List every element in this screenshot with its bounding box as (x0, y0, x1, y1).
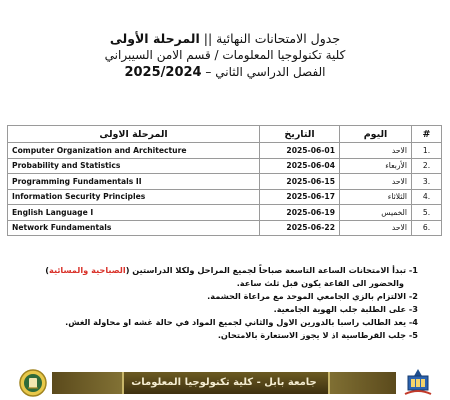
date-cell: 2025-06-01 (260, 143, 340, 159)
day-cell: الخميس (340, 205, 412, 221)
instruction-4: 4- يعد الطالب راسبا بالدورين الاول والثاني لجميع المواد في حالة غشه او محاولة الغش. (65, 317, 418, 327)
footer-university-name: جامعة بابل - كلية تكنولوجيا المعلومات (131, 377, 317, 388)
date-cell: 2025-06-19 (260, 205, 340, 221)
shift-highlight: الصباحية والمسائية (49, 265, 126, 275)
table-row (8, 158, 442, 174)
date-cell: 2025-06-22 (260, 220, 340, 236)
subject-cell: Programming Fundamentals II (8, 174, 260, 190)
table-row (8, 220, 442, 236)
subject-cell: Network Fundamentals (8, 220, 260, 236)
number-cell: 6. (412, 220, 442, 236)
table-row (8, 174, 442, 190)
instruction-1: 1- تبدأ الامتحانات الساعة التاسعة صباحاً لجميع المراحل ولكلا الدراستين (الصباحية والمسائية) (45, 265, 418, 275)
table-header-row (8, 126, 442, 143)
number-cell: 2. (412, 158, 442, 174)
exam-schedule-table (7, 125, 442, 236)
table-row (8, 143, 442, 159)
number-cell: 1. (412, 143, 442, 159)
number-cell: 3. (412, 174, 442, 190)
number-cell: 4. (412, 189, 442, 205)
header-subject: المرحلة الاولى (8, 126, 260, 143)
college-department-line: كلية تكنولوجيا المعلومات / قسم الامن السيبراني (104, 48, 346, 62)
date-cell: 2025-06-17 (260, 189, 340, 205)
day-cell: الاحد (340, 220, 412, 236)
header-day: اليوم (340, 126, 412, 143)
instruction-2: 2- الالتزام بالزي الجامعي الموحد مع مراعاة الحشمة. (207, 291, 418, 301)
title-line: جدول الامتحانات النهائية || المرحلة الأولى (109, 31, 341, 46)
day-cell: الاحد (340, 143, 412, 159)
header-date: التاريخ (260, 126, 340, 143)
day-cell: الاحد (340, 174, 412, 190)
exam-instructions (14, 264, 418, 342)
date-cell: 2025-06-04 (260, 158, 340, 174)
semester-line: الفصل الدراسي الثاني – 2025/2024 (124, 65, 326, 80)
day-cell: الأربعاء (340, 158, 412, 174)
table-row (8, 189, 442, 205)
date-cell: 2025-06-15 (260, 174, 340, 190)
instruction-3: 3- على الطلبة جلب الهوية الجامعية. (273, 304, 418, 314)
university-logo (18, 368, 48, 398)
document-header (0, 30, 450, 81)
academic-year: 2025/2024 (124, 65, 202, 80)
stage-title: المرحلة الأولى (109, 31, 200, 46)
table-row (8, 205, 442, 221)
subject-cell: Computer Organization and Architecture (8, 143, 260, 159)
subject-cell: Probability and Statistics (8, 158, 260, 174)
instruction-1-continued: والحضور الى القاعة يكون قبل ثلث ساعة. (236, 278, 404, 288)
college-emblem (401, 367, 435, 397)
number-cell: 5. (412, 205, 442, 221)
header-number: # (412, 126, 442, 143)
instruction-5: 5- جلب القرطاسية اذ لا يجوز الاستعارة بالامتحان. (217, 330, 418, 340)
subject-cell: Information Security Principles (8, 189, 260, 205)
day-cell: الثلاثاء (340, 189, 412, 205)
subject-cell: English Language I (8, 205, 260, 221)
